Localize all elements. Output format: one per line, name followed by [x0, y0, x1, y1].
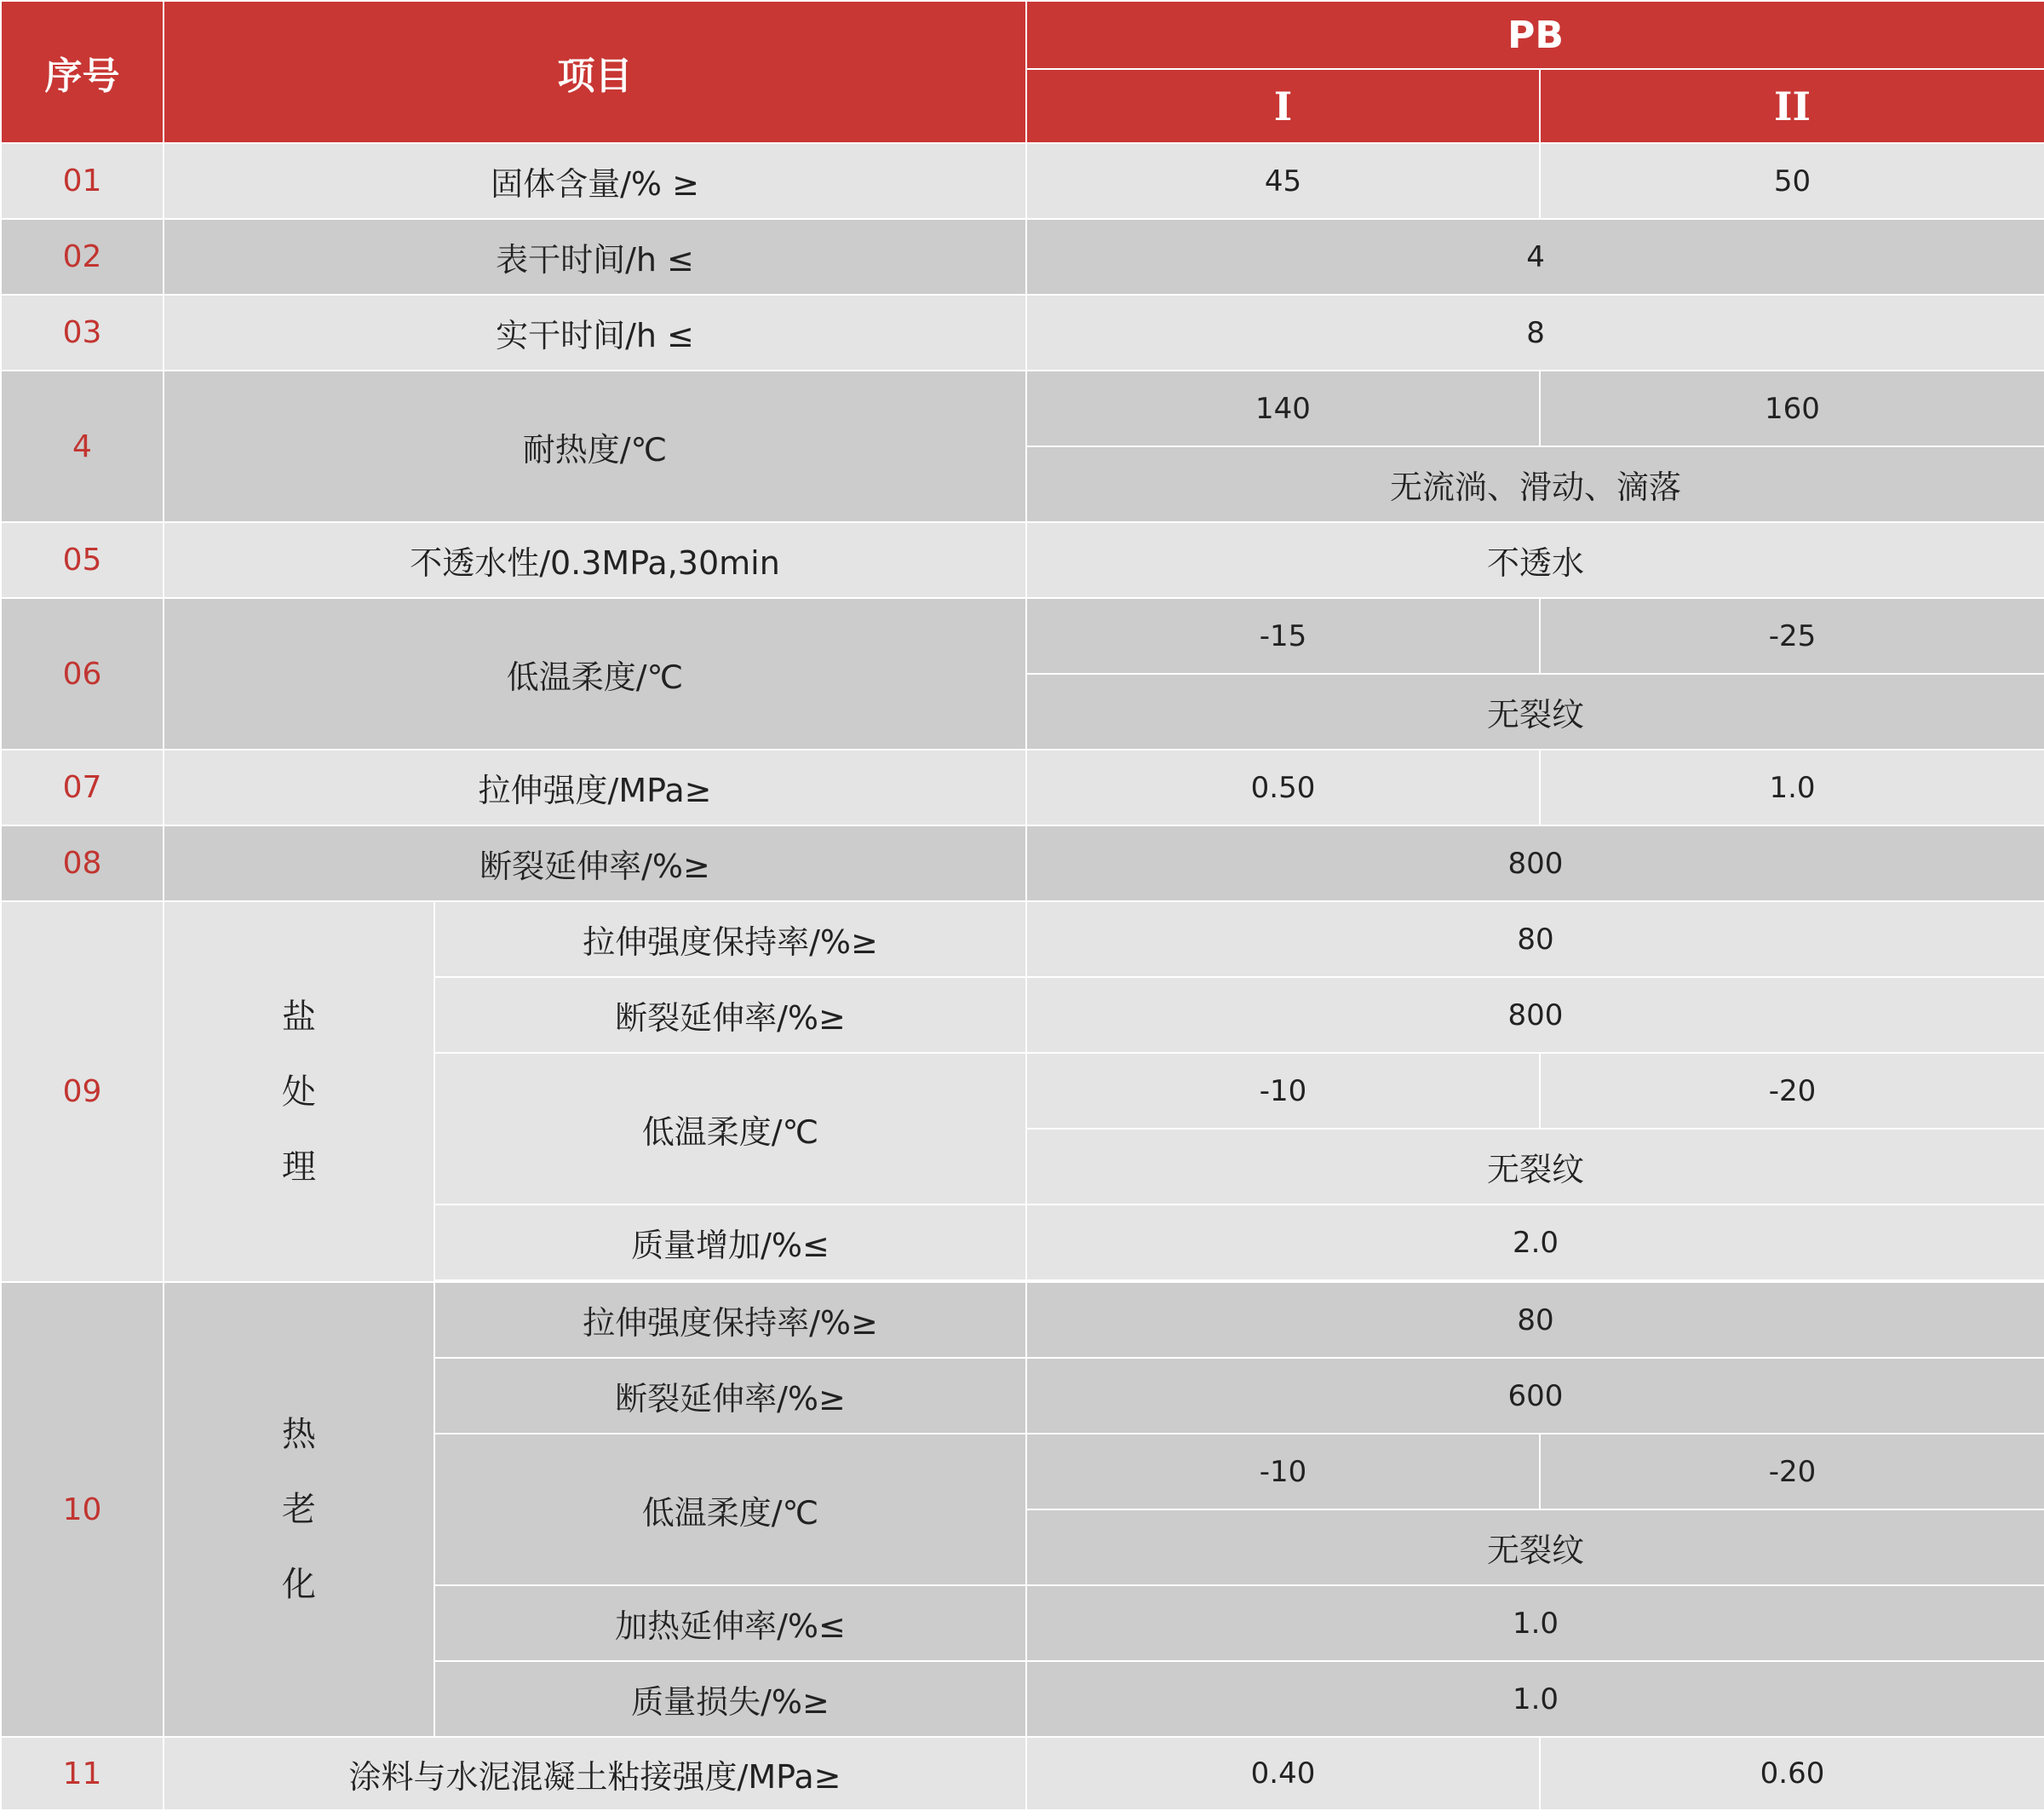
grade-ii-value: -25	[1540, 598, 2044, 674]
grade-i-value: 0.40	[1026, 1737, 1540, 1810]
row-item: 拉伸强度/MPa≥	[164, 750, 1026, 825]
row-item: 固体含量/% ≥	[164, 143, 1026, 219]
sub-item: 拉伸强度保持率/%≥	[434, 901, 1026, 977]
grade-i-value: 0.50	[1026, 750, 1540, 825]
row-item: 不透水性/0.3MPa,30min	[164, 522, 1026, 598]
grade-i-value: 45	[1026, 143, 1540, 219]
row-item: 表干时间/h ≤	[164, 219, 1026, 295]
shared-value: 800	[1026, 825, 2044, 901]
table-row	[1, 295, 2044, 371]
table-row	[1, 901, 2044, 977]
grade-ii-value: -20	[1540, 1434, 2044, 1509]
row-number: 06	[1, 598, 164, 750]
grade-ii-header: II	[1540, 69, 2044, 143]
row-note: 无流淌、滑动、滴落	[1026, 446, 2044, 522]
table-row	[1, 371, 2044, 446]
grade-i-value: 140	[1026, 371, 1540, 446]
table-row	[1, 750, 2044, 825]
row-note: 无裂纹	[1026, 1129, 2044, 1204]
sub-item: 低温柔度/℃	[434, 1053, 1026, 1204]
row-item: 耐热度/℃	[164, 371, 1026, 522]
grade-ii-value: -20	[1540, 1053, 2044, 1129]
table-row	[1, 598, 2044, 674]
row-item: 实干时间/h ≤	[164, 295, 1026, 371]
pb-header: PB	[1026, 1, 2044, 69]
sub-item: 低温柔度/℃	[434, 1434, 1026, 1585]
sub-item: 拉伸强度保持率/%≥	[434, 1282, 1026, 1358]
group-label-heat-aging	[164, 1282, 434, 1737]
row-note: 无裂纹	[1026, 674, 2044, 750]
row-number: 03	[1, 295, 164, 371]
row-number: 10	[1, 1282, 164, 1737]
row-number: 09	[1, 901, 164, 1282]
row-number: 01	[1, 143, 164, 219]
row-number: 05	[1, 522, 164, 598]
grade-ii-value: 50	[1540, 143, 2044, 219]
table-row	[1, 825, 2044, 901]
table-row	[1, 219, 2044, 295]
shared-value: 8	[1026, 295, 2044, 371]
sub-item: 质量增加/%≤	[434, 1204, 1026, 1280]
sub-item: 断裂延伸率/%≥	[434, 1358, 1026, 1434]
shared-value: 80	[1026, 901, 2044, 977]
shared-value: 80	[1026, 1282, 2044, 1358]
item-header: 项目	[164, 1, 1026, 143]
sub-item: 加热延伸率/%≤	[434, 1585, 1026, 1661]
table-row	[1, 1282, 2044, 1358]
shared-value: 1.0	[1026, 1585, 2044, 1661]
group-char: 盐	[282, 997, 316, 1037]
row-number: 02	[1, 219, 164, 295]
row-item: 低温柔度/℃	[164, 598, 1026, 750]
group-char: 老	[282, 1490, 316, 1529]
row-item: 涂料与水泥混凝土粘接强度/MPa≥	[164, 1737, 1026, 1810]
group-char: 化	[282, 1565, 316, 1604]
grade-i-value: -10	[1026, 1434, 1540, 1509]
shared-value: 不透水	[1026, 522, 2044, 598]
shared-value: 2.0	[1026, 1204, 2044, 1280]
table-row	[1, 522, 2044, 598]
shared-value: 600	[1026, 1358, 2044, 1434]
group-char: 热	[282, 1415, 316, 1454]
grade-ii-value: 1.0	[1540, 750, 2044, 825]
grade-i-value: -15	[1026, 598, 1540, 674]
group-label-salt-treatment	[164, 901, 434, 1282]
seq-header: 序号	[1, 1, 164, 143]
shared-value: 4	[1026, 219, 2044, 295]
table-row	[1, 143, 2044, 219]
sub-item: 质量损失/%≥	[434, 1661, 1026, 1737]
row-number: 08	[1, 825, 164, 901]
row-number: 4	[1, 371, 164, 522]
row-item: 断裂延伸率/%≥	[164, 825, 1026, 901]
shared-value: 800	[1026, 977, 2044, 1053]
row-number: 11	[1, 1737, 164, 1810]
grade-ii-value: 160	[1540, 371, 2044, 446]
sub-item: 断裂延伸率/%≥	[434, 977, 1026, 1053]
grade-i-value: -10	[1026, 1053, 1540, 1129]
shared-value: 1.0	[1026, 1661, 2044, 1737]
header-row	[1, 1, 2044, 69]
table-row	[1, 1737, 2044, 1810]
row-number: 07	[1, 750, 164, 825]
group-char: 处	[282, 1072, 316, 1112]
grade-ii-value: 0.60	[1540, 1737, 2044, 1810]
row-note: 无裂纹	[1026, 1509, 2044, 1585]
group-char: 理	[282, 1147, 316, 1187]
grade-i-header: I	[1026, 69, 1540, 143]
